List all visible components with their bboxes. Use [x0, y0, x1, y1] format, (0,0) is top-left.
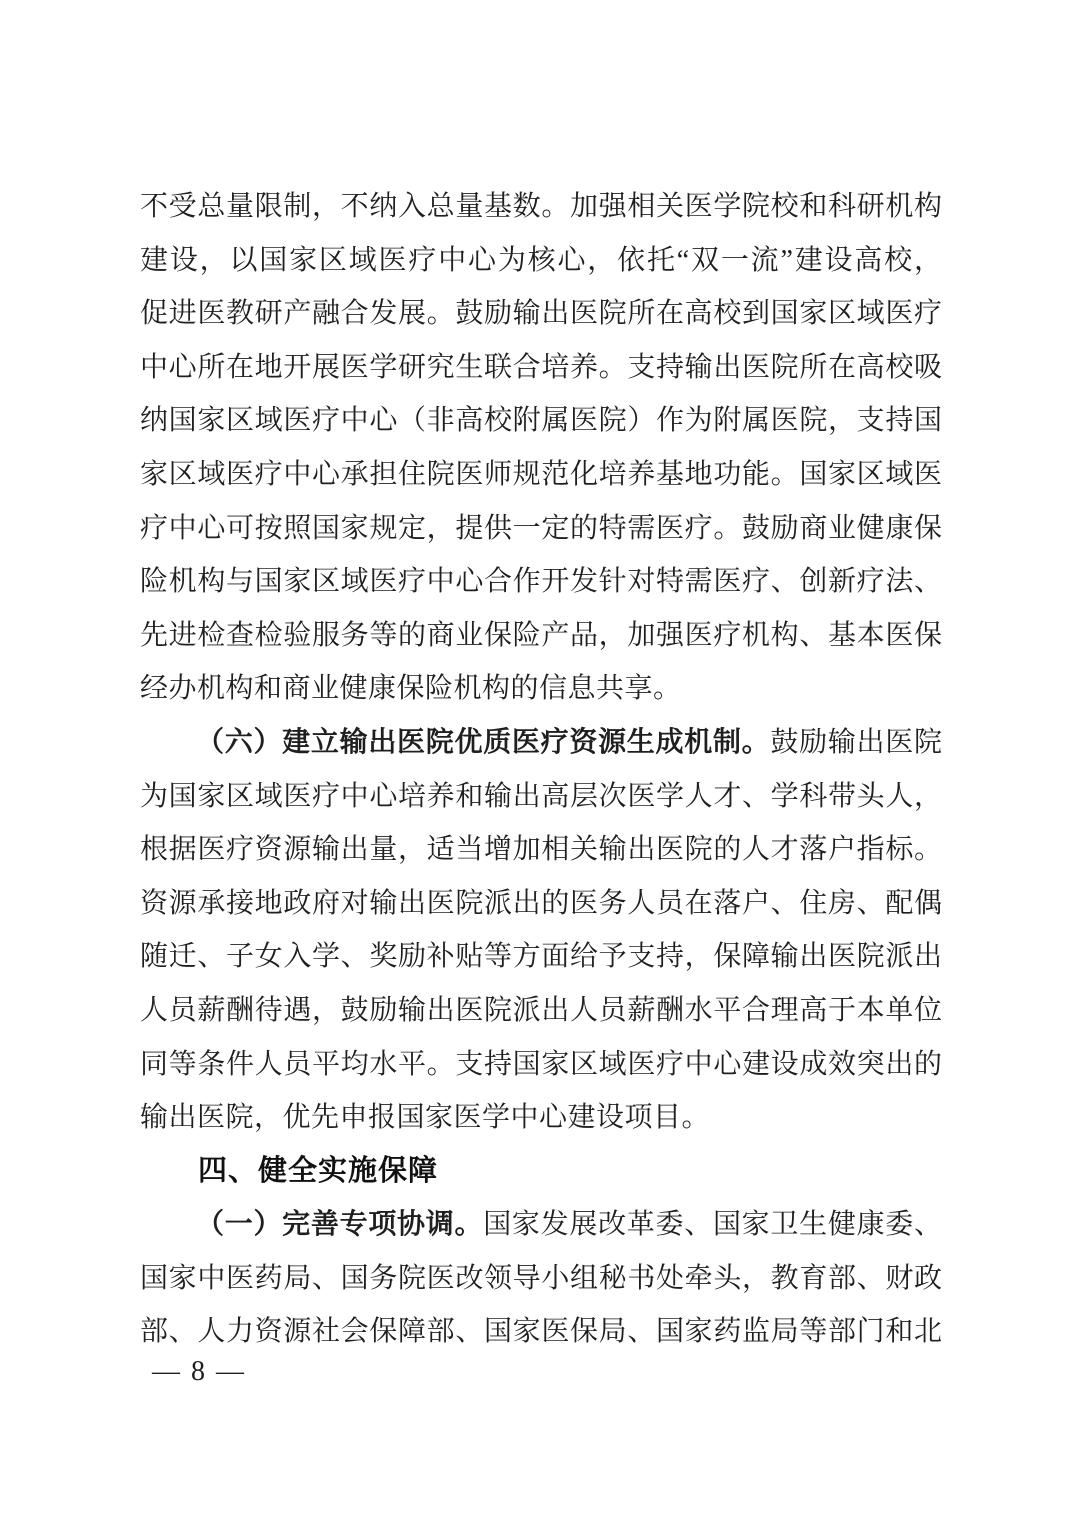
- body-text: 根据医疗资源输出量，适当增加相关输出医院的人才落户指标。: [140, 834, 942, 866]
- emphasized-text: 四、健全实施保障: [198, 1154, 439, 1187]
- body-text: 输出医院，优先申报国家医学中心建设项目。: [140, 1102, 711, 1134]
- text-line: [140, 609, 942, 663]
- text-line: [140, 877, 942, 931]
- body-text: 人员薪酬待遇，鼓励输出医院派出人员薪酬水平合理高于本单位: [140, 994, 942, 1026]
- text-line: [140, 823, 942, 877]
- body-text: 同等条件人员平均水平。支持国家区域医疗中心建设成效突出的: [140, 1048, 942, 1080]
- body-text: 部、人力资源社会保障部、国家医保局、国家药监局等部门和北: [140, 1316, 942, 1348]
- text-line: [140, 930, 942, 984]
- text-line: [140, 448, 942, 502]
- body-text: 资源承接地政府对输出医院派出的医务人员在落户、住房、配偶: [140, 887, 942, 919]
- body-text: 经办机构和商业健康保险机构的信息共享。: [140, 673, 682, 705]
- text-line: [140, 662, 942, 716]
- body-text: 不受总量限制，不纳入总量基数。加强相关医学院校和科研机构: [140, 191, 942, 222]
- text-line: [140, 1305, 942, 1359]
- emphasized-text: （一）完善专项协调。: [196, 1209, 484, 1241]
- text-line: [140, 341, 942, 395]
- text-line: [140, 984, 942, 1038]
- text-line: [140, 234, 942, 288]
- body-text: 国家发展改革委、国家卫生健康委、: [483, 1209, 942, 1241]
- body-text: 险机构与国家区域医疗中心合作开发针对特需医疗、创新疗法、: [140, 566, 942, 598]
- section-heading: [140, 1145, 942, 1199]
- text-line: [140, 770, 942, 824]
- body-text: 纳国家区域医疗中心（非高校附属医院）作为附属医院，支持国: [140, 405, 942, 437]
- body-text: 中心所在地开展医学研究生联合培养。支持输出医院所在高校吸: [140, 351, 942, 383]
- text-line: [140, 1198, 942, 1252]
- text-line: [140, 1252, 942, 1306]
- body-text: 先进检查检验服务等的商业保险产品，加强医疗机构、基本医保: [140, 619, 942, 651]
- body-text: 建设，以国家区域医疗中心为核心，依托“双一流”建设高校，: [140, 244, 942, 276]
- emphasized-text: （六）建立输出医院优质医疗资源生成机制。: [196, 726, 771, 758]
- text-line: [140, 287, 942, 341]
- body-text: 鼓励输出医院: [770, 726, 942, 758]
- text-line: [140, 1038, 942, 1092]
- body-text: 随迁、子女入学、奖励补贴等方面给予支持，保障输出医院派出: [140, 941, 942, 973]
- body-text: 为国家区域医疗中心培养和输出高层次医学人才、学科带头人，: [140, 780, 942, 812]
- text-line: [140, 394, 942, 448]
- text-line: [140, 502, 942, 556]
- text-line: [140, 1091, 942, 1145]
- body-text: 疗中心可按照国家规定，提供一定的特需医疗。鼓励商业健康保: [140, 512, 942, 544]
- text-line: [140, 716, 942, 770]
- body-text: 促进医教研产融合发展。鼓励输出医院所在高校到国家区域医疗: [140, 298, 942, 330]
- document-body: [140, 180, 942, 1359]
- text-line: [140, 555, 942, 609]
- body-text: 国家中医药局、国务院医改领导小组秘书处牵头，教育部、财政: [140, 1262, 942, 1294]
- body-text: 家区域医疗中心承担住院医师规范化培养基地功能。国家区域医: [140, 458, 942, 490]
- page-number: — 8 —: [152, 1356, 246, 1387]
- text-line: [140, 180, 942, 234]
